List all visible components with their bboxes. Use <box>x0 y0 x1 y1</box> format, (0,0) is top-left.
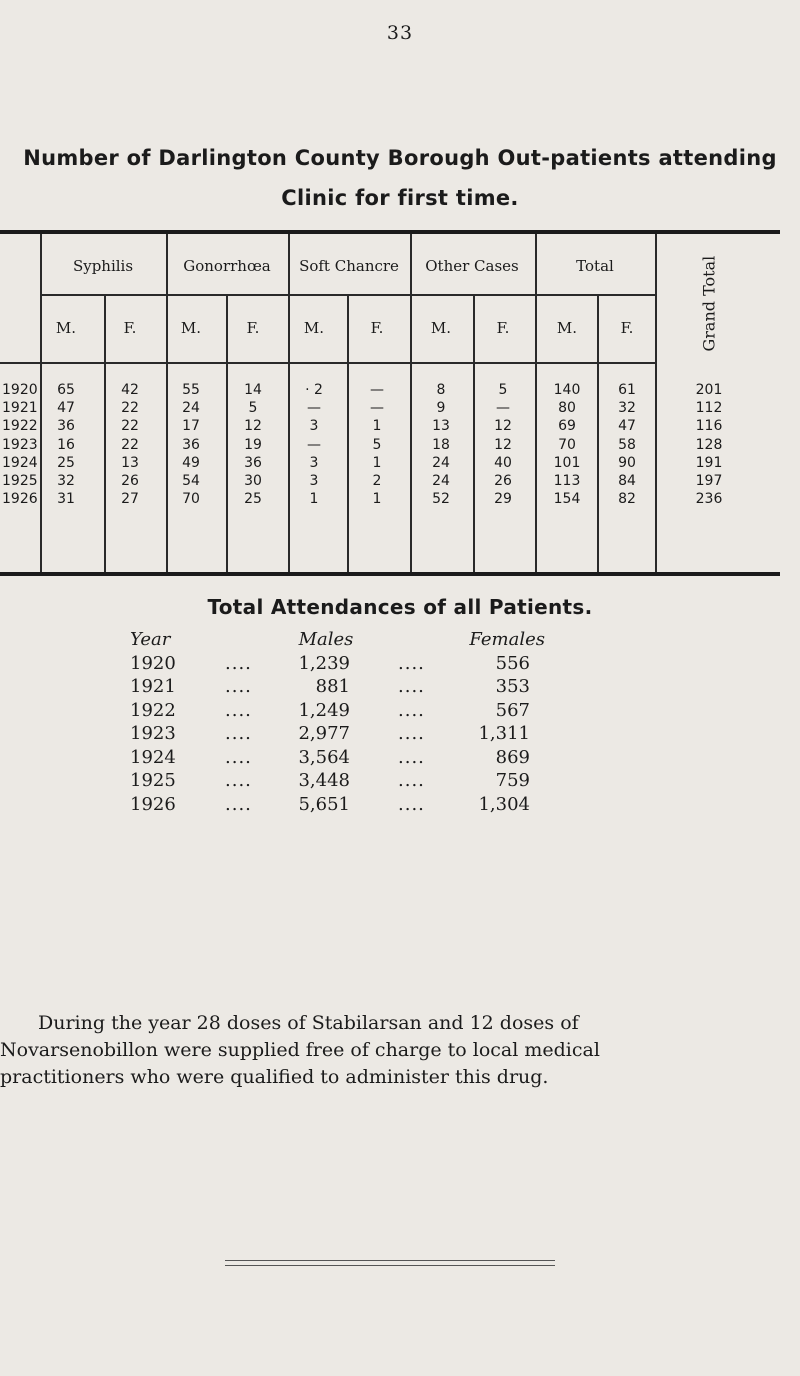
row-year: 1921 <box>2 400 38 417</box>
table-cell: 69 <box>558 418 576 435</box>
table-cell: 61 <box>618 382 636 398</box>
table-cell: 22 <box>121 436 139 453</box>
leader-dots: .... <box>225 652 252 674</box>
group-header: Total <box>576 257 614 275</box>
attendance-row <box>0 770 800 796</box>
note-line-2: Novarsenobillon were supplied free of charge to local medical <box>0 1039 600 1061</box>
column-divider <box>473 294 475 572</box>
table-cell: 5 <box>372 436 382 453</box>
table-cell: 27 <box>121 491 139 508</box>
header-divider <box>40 294 655 296</box>
group-header: Other Cases <box>425 257 519 275</box>
attendance-females: 556 <box>495 652 530 674</box>
table-cell: 236 <box>695 491 723 508</box>
table-cell: 70 <box>558 436 576 453</box>
males-header: Males <box>298 629 354 650</box>
table-cell: 19 <box>244 436 262 453</box>
sub-header: M. <box>303 319 325 337</box>
group-header: Soft Chancre <box>299 257 399 275</box>
attendance-males: 881 <box>315 676 350 697</box>
column-divider <box>597 294 599 572</box>
attendance-females: 1,304 <box>478 793 530 815</box>
sub-header: F. <box>370 319 384 337</box>
table-cell: 36 <box>57 418 75 435</box>
attendance-males: 2,977 <box>298 723 350 744</box>
row-year: 1922 <box>2 418 38 435</box>
attendance-females: 759 <box>495 770 530 791</box>
table-cell: 32 <box>57 473 75 489</box>
table-cell: 25 <box>244 491 262 508</box>
table-cell: 82 <box>618 491 636 508</box>
table-cell: 140 <box>553 382 581 398</box>
table-cell: 47 <box>618 418 636 435</box>
table-cell: — <box>370 400 384 417</box>
leader-dots: .... <box>225 723 252 744</box>
note-paragraph <box>0 1010 800 1091</box>
sub-header: M. <box>556 319 578 337</box>
table-cell: 116 <box>695 418 723 435</box>
table-cell: — <box>496 400 510 417</box>
table-cell: 201 <box>695 382 723 398</box>
table-cell: 112 <box>695 400 723 417</box>
bottom-rule <box>225 1265 555 1266</box>
sub-header: F. <box>246 319 260 337</box>
grand-total-header: Grand Total <box>699 255 719 352</box>
attendance-males: 3,564 <box>298 746 350 768</box>
outpatients-table <box>0 230 780 576</box>
table-cell: 191 <box>695 454 723 471</box>
table-cell: 90 <box>618 454 636 471</box>
column-divider <box>535 234 537 572</box>
attendance-males: 5,651 <box>298 793 350 815</box>
row-year: 1924 <box>2 454 38 471</box>
table-cell: 84 <box>618 473 636 489</box>
column-divider <box>347 294 349 572</box>
table-cell: 29 <box>494 491 512 508</box>
table-cell: 1 <box>309 491 319 508</box>
table-cell: 30 <box>244 473 262 489</box>
row-year: 1923 <box>2 436 38 453</box>
table-cell: 154 <box>553 491 581 508</box>
table-cell: 36 <box>182 436 200 453</box>
table-cell: 14 <box>244 382 262 398</box>
attendance-year: 1923 <box>130 723 176 744</box>
header-divider <box>0 362 655 364</box>
attendance-females: 869 <box>495 746 530 768</box>
row-year: 1925 <box>2 473 38 489</box>
table-cell: 55 <box>182 382 200 398</box>
table-cell: 31 <box>57 491 75 508</box>
attendance-row <box>0 653 800 679</box>
table-cell: 12 <box>244 418 262 435</box>
table-cell: 26 <box>121 473 139 489</box>
attendance-year: 1920 <box>130 652 176 674</box>
table-cell: 113 <box>553 473 581 489</box>
table-cell: 70 <box>182 491 200 508</box>
attendance-year: 1926 <box>130 793 176 815</box>
page-title: Number of Darlington County Borough Out-patients attending <box>23 146 777 170</box>
leader-dots: .... <box>398 652 425 674</box>
females-header: Females <box>469 629 545 650</box>
table-cell: 13 <box>432 418 450 435</box>
leader-dots: .... <box>225 699 252 721</box>
table-cell: 101 <box>553 454 581 471</box>
attendance-year: 1924 <box>130 746 176 768</box>
column-divider <box>655 234 657 572</box>
table-cell: 24 <box>182 400 200 417</box>
table-cell: 22 <box>121 418 139 435</box>
table-cell: 1 <box>372 491 382 508</box>
table-cell: 12 <box>494 418 512 435</box>
table-cell: 1 <box>372 454 382 471</box>
table-cell: 36 <box>244 454 262 471</box>
column-divider <box>410 234 412 572</box>
table-cell: 40 <box>494 454 512 471</box>
attendance-row <box>0 747 800 773</box>
table-cell: 16 <box>57 436 75 453</box>
table-cell: 5 <box>498 382 508 398</box>
table-cell: 42 <box>121 382 139 398</box>
table-cell: 13 <box>121 454 139 471</box>
leader-dots: .... <box>398 770 425 791</box>
leader-dots: .... <box>225 793 252 815</box>
table-cell: 1 <box>372 418 382 435</box>
sub-header: F. <box>620 319 634 337</box>
attendance-row <box>0 700 800 726</box>
attendance-females: 353 <box>495 676 530 697</box>
attendance-row <box>0 676 800 702</box>
table-cell: 52 <box>432 491 450 508</box>
attendance-year: 1922 <box>130 699 176 721</box>
attendance-year: 1921 <box>130 676 176 697</box>
table-cell: 17 <box>182 418 200 435</box>
table-cell: 25 <box>57 454 75 471</box>
table-cell: — <box>370 382 384 398</box>
note-line-3: practitioners who were qualified to administer this drug. <box>0 1066 549 1088</box>
table-cell: 47 <box>57 400 75 417</box>
table-cell: 32 <box>618 400 636 417</box>
attendance-row <box>0 723 800 749</box>
table-cell: 5 <box>248 400 258 417</box>
leader-dots: .... <box>398 676 425 697</box>
table-cell: 3 <box>309 454 319 471</box>
attendance-females: 1,311 <box>478 723 530 744</box>
attendances-title: Total Attendances of all Patients. <box>207 595 593 619</box>
table-cell: 3 <box>309 473 319 489</box>
note-line-1: During the year 28 doses of Stabilarsan and 12 doses of <box>38 1012 579 1034</box>
bottom-rule <box>225 1260 555 1261</box>
page-number: 33 <box>386 22 414 44</box>
year-header: Year <box>130 629 171 650</box>
table-cell: 9 <box>436 400 446 417</box>
table-cell: 24 <box>432 473 450 489</box>
table-cell: 3 <box>309 418 319 435</box>
attendance-row <box>0 794 800 820</box>
table-cell: 58 <box>618 436 636 453</box>
table-cell: 54 <box>182 473 200 489</box>
table-cell: 18 <box>432 436 450 453</box>
table-cell: 8 <box>436 382 446 398</box>
attendance-males: 1,249 <box>298 699 350 721</box>
attendance-females: 567 <box>495 699 530 721</box>
table-cell: · 2 <box>305 382 323 398</box>
table-cell: 80 <box>558 400 576 417</box>
table-cell: 197 <box>695 473 723 489</box>
table-cell: 65 <box>57 382 75 398</box>
sub-header: F. <box>496 319 510 337</box>
sub-header: F. <box>123 319 137 337</box>
attendance-males: 1,239 <box>298 652 350 674</box>
table-cell: — <box>307 400 321 417</box>
leader-dots: .... <box>398 723 425 744</box>
table-cell: 128 <box>695 436 723 453</box>
table-cell: 26 <box>494 473 512 489</box>
leader-dots: .... <box>398 793 425 815</box>
group-header: Syphilis <box>72 257 134 275</box>
leader-dots: .... <box>225 676 252 697</box>
attendances-header-row <box>0 629 800 655</box>
table-cell: 12 <box>494 436 512 453</box>
table-cell: 24 <box>432 454 450 471</box>
attendance-males: 3,448 <box>298 770 350 791</box>
row-year: 1920 <box>2 382 38 398</box>
leader-dots: .... <box>398 699 425 721</box>
row-year: 1926 <box>2 491 38 508</box>
leader-dots: .... <box>225 770 252 791</box>
leader-dots: .... <box>225 746 252 768</box>
leader-dots: .... <box>398 746 425 768</box>
sub-header: M. <box>180 319 202 337</box>
table-cell: 49 <box>182 454 200 471</box>
table-cell: 2 <box>372 473 382 489</box>
group-header: Gonorrhœa <box>183 257 271 275</box>
attendance-year: 1925 <box>130 770 176 791</box>
page-subtitle: Clinic for first time. <box>281 186 519 210</box>
table-cell: — <box>307 436 321 453</box>
sub-header: M. <box>430 319 452 337</box>
sub-header: M. <box>55 319 77 337</box>
table-cell: 22 <box>121 400 139 417</box>
